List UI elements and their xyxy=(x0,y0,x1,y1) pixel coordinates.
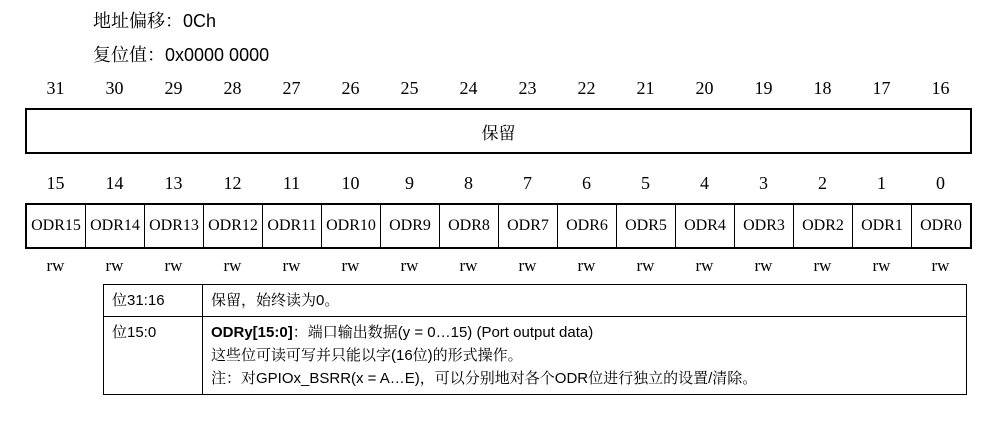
field-title-rest: ：端口输出数据(y = 0…15) (Port output data) xyxy=(292,324,594,341)
field-name: ODRy[15:0] xyxy=(211,324,293,341)
access-type: rw xyxy=(282,256,301,275)
bit-number: 21 xyxy=(636,78,655,98)
bit-number: 12 xyxy=(223,173,242,193)
field-cell-odr4: ODR4 xyxy=(676,205,735,247)
access-type: rw xyxy=(459,256,478,275)
bit-number: 10 xyxy=(341,173,360,193)
access-type: rw xyxy=(813,256,832,275)
bit-number: 6 xyxy=(582,173,591,193)
bit-number: 20 xyxy=(695,78,714,98)
bit-number: 2 xyxy=(818,173,827,193)
field-title-line xyxy=(211,321,958,344)
bit-number: 27 xyxy=(282,78,301,98)
bit-number: 22 xyxy=(577,78,596,98)
bit-number: 13 xyxy=(164,173,183,193)
access-type: rw xyxy=(223,256,242,275)
description-note: 注：对GPIOx_BSRR(x = A…E)，可以分别地对各个ODR位进行独立的设置/清除。 xyxy=(211,370,758,387)
bit-number: 17 xyxy=(872,78,891,98)
bit-number: 19 xyxy=(754,78,773,98)
low-bit-numbers-row xyxy=(26,173,970,194)
field-cell-odr6: ODR6 xyxy=(558,205,617,247)
bit-number: 5 xyxy=(641,173,650,193)
bit-number: 24 xyxy=(459,78,478,98)
reset-value-label: 复位值：0x0000 0000 xyxy=(93,45,270,65)
field-cell-odr10: ODR10 xyxy=(322,205,381,247)
access-type-row xyxy=(26,256,970,276)
bit-number: 18 xyxy=(813,78,832,98)
bit-number: 3 xyxy=(759,173,768,193)
reserved-field xyxy=(25,108,972,154)
access-type: rw xyxy=(400,256,419,275)
bit-number: 28 xyxy=(223,78,242,98)
bit-number: 31 xyxy=(46,78,65,98)
field-cell-odr12: ODR12 xyxy=(204,205,263,247)
description-line: 这些位可读可写并只能以字(16位)的形式操作。 xyxy=(211,347,523,364)
bit-number: 16 xyxy=(931,78,950,98)
bit-number: 8 xyxy=(464,173,473,193)
field-cell-odr1: ODR1 xyxy=(853,205,912,247)
access-type: rw xyxy=(754,256,773,275)
field-cell-odr15: ODR15 xyxy=(27,205,86,247)
description-row-odr xyxy=(104,317,967,395)
field-cell-odr9: ODR9 xyxy=(381,205,440,247)
bit-number: 29 xyxy=(164,78,183,98)
access-type: rw xyxy=(164,256,183,275)
bit-number: 26 xyxy=(341,78,360,98)
bit-range-cell: 位31:16 xyxy=(104,285,203,317)
field-cell-odr5: ODR5 xyxy=(617,205,676,247)
bit-number: 14 xyxy=(105,173,124,193)
field-cell-odr11: ODR11 xyxy=(263,205,322,247)
field-cell-odr7: ODR7 xyxy=(499,205,558,247)
field-cell-odr8: ODR8 xyxy=(440,205,499,247)
access-type: rw xyxy=(872,256,891,275)
field-cell-odr2: ODR2 xyxy=(794,205,853,247)
address-offset-label: 地址偏移：0Ch xyxy=(93,11,217,31)
description-row-reserved xyxy=(104,285,967,317)
bit-number: 11 xyxy=(282,173,301,193)
bit-number: 7 xyxy=(523,173,532,193)
bit-description-table xyxy=(103,284,967,395)
field-cell-odr0: ODR0 xyxy=(920,217,962,234)
access-type: rw xyxy=(931,256,950,275)
bit-number: 4 xyxy=(700,173,709,193)
bit-number: 30 xyxy=(105,78,124,98)
field-cell-odr3: ODR3 xyxy=(735,205,794,247)
bit-number: 1 xyxy=(877,173,886,193)
reserved-label: 保留 xyxy=(481,123,516,143)
bit-range-cell: 位15:0 xyxy=(104,317,203,395)
field-cell-odr13: ODR13 xyxy=(145,205,204,247)
bit-number: 25 xyxy=(400,78,419,98)
access-type: rw xyxy=(636,256,655,275)
bit-number: 0 xyxy=(936,173,945,193)
access-type: rw xyxy=(695,256,714,275)
bit-number: 15 xyxy=(46,173,65,193)
access-type: rw xyxy=(105,256,124,275)
access-type: rw xyxy=(577,256,596,275)
description-cell: 保留，始终读为0。 xyxy=(203,285,967,317)
access-type: rw xyxy=(341,256,360,275)
description-cell xyxy=(203,317,967,395)
access-type: rw xyxy=(518,256,537,275)
bit-number: 23 xyxy=(518,78,537,98)
high-bit-numbers-row xyxy=(26,78,970,99)
field-cell-odr14: ODR14 xyxy=(86,205,145,247)
bit-number: 9 xyxy=(405,173,414,193)
access-type: rw xyxy=(46,256,65,275)
odr-fields-row xyxy=(25,203,972,249)
